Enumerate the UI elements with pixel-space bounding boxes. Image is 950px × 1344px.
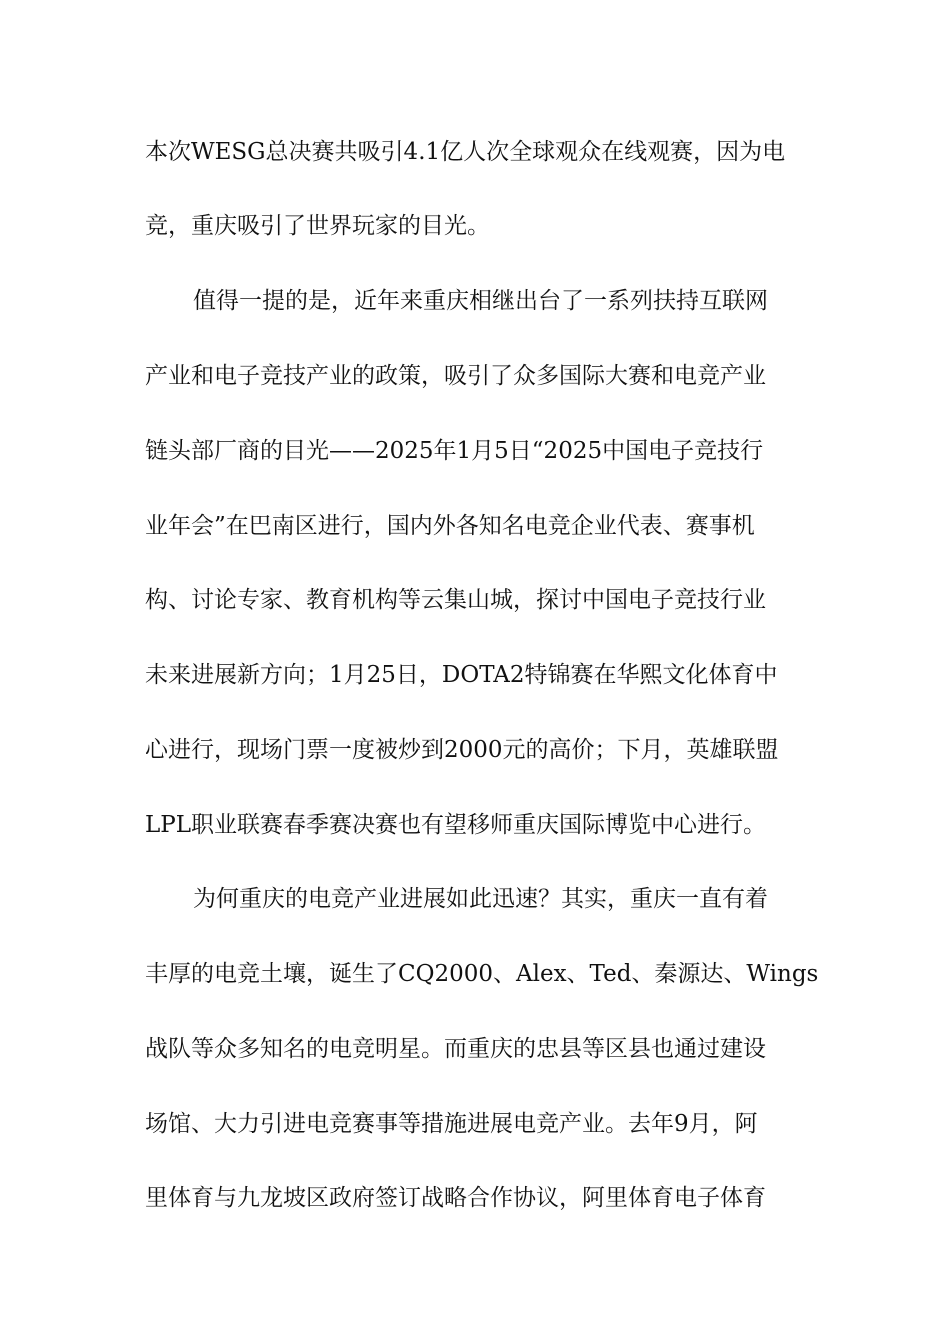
text-line-7: 构、讨论专家、教育机构等云集山城，探讨中国电子竞技行业 [145,587,766,613]
text-line-3: 值得一提的是，近年来重庆相继出台了一系列扶持互联网 [193,288,768,314]
text-line-8: 未来进展新方向；1月25日，DOTA2特锦赛在华熙文化体育中 [145,662,778,688]
text-line-13: 战队等众多知名的电竞明星。而重庆的忠县等区县也通过建设 [145,1036,766,1062]
text-line-1: 本次WESG总决赛共吸引4.1亿人次全球观众在线观赛，因为电 [145,139,786,165]
text-line-15: 里体育与九龙坡区政府签订战略合作协议，阿里体育电子体育 [145,1185,766,1211]
text-line-2: 竞，重庆吸引了世界玩家的目光。 [145,213,490,239]
text-line-6: 业年会”在巴南区进行，国内外各知名电竞企业代表、赛事机 [145,513,755,539]
text-line-5: 链头部厂商的目光——2025年1月5日“2025中国电子竞技行 [145,438,764,464]
text-line-10: LPL职业联赛春季赛决赛也有望移师重庆国际博览中心进行。 [145,812,767,838]
text-line-12: 丰厚的电竞土壤，诞生了CQ2000、Alex、Ted、秦源达、Wings [145,961,819,987]
text-line-9: 心进行，现场门票一度被炒到2000元的高价；下月，英雄联盟 [145,737,779,763]
text-line-11: 为何重庆的电竞产业进展如此迅速？其实，重庆一直有着 [193,886,768,912]
text-line-14: 场馆、大力引进电竞赛事等措施进展电竞产业。去年9月，阿 [145,1111,758,1137]
text-line-4: 产业和电子竞技产业的政策，吸引了众多国际大赛和电竞产业 [145,363,766,389]
